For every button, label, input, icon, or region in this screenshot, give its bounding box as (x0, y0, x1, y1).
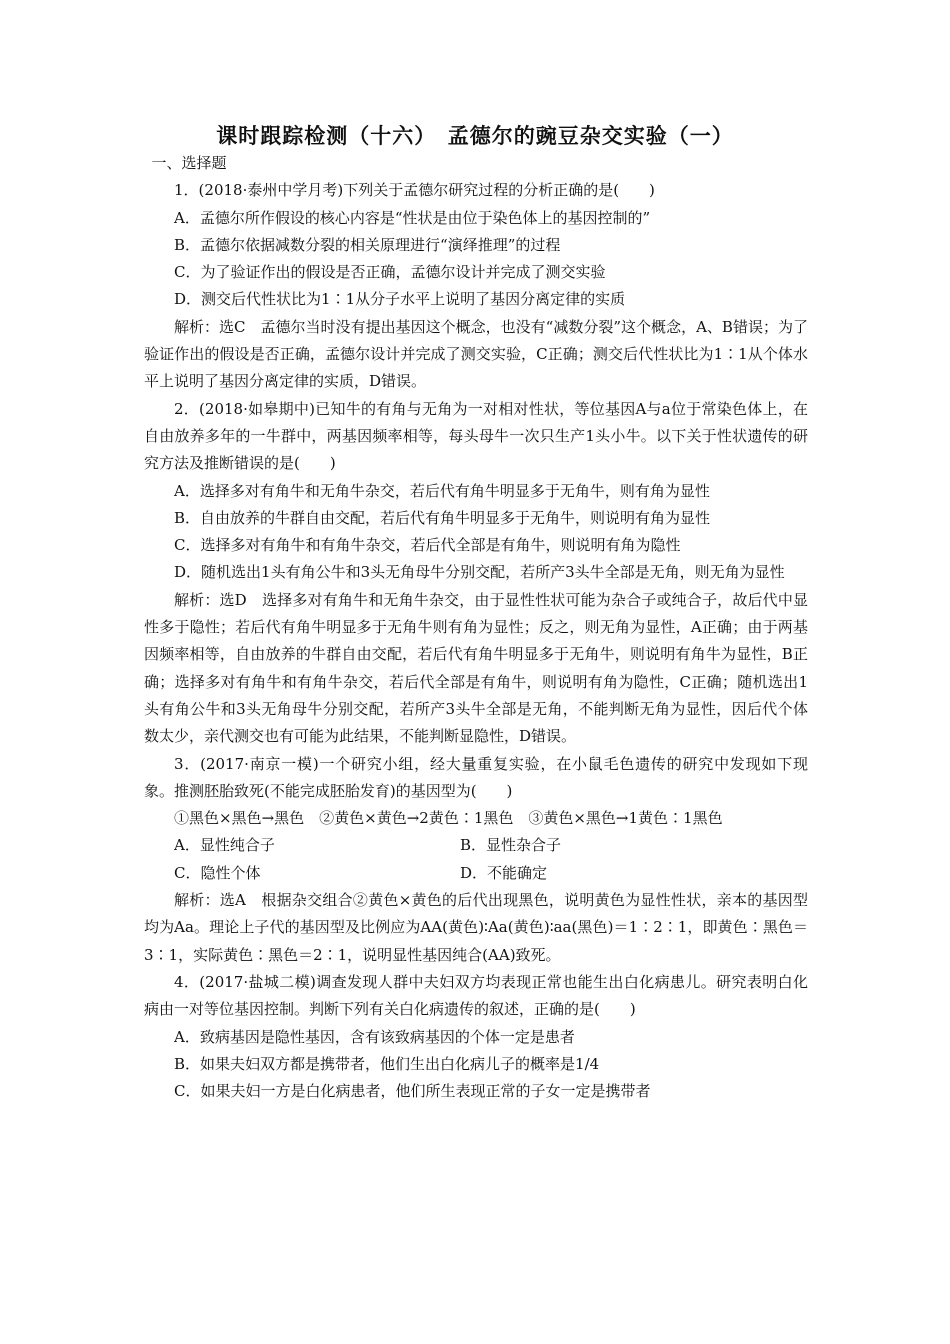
question-1-option-d: D．测交后代性状比为1∶1从分子水平上说明了基因分离定律的实质 (174, 290, 626, 309)
question-2-option-b: B．自由放养的牛群自由交配，若后代有角牛明显多于无角牛，则说明有角为显性 (174, 508, 711, 527)
question-4-stem: 4．(2017·盐城二模)调查发现人群中夫妇双方均表现正常也能生出白化病患儿。研究表明白化病由一对等位基因控制。判断下列有关白化病遗传的叙述，正确的是( ) (144, 972, 808, 1019)
section-heading: 一、选择题 (151, 154, 227, 172)
question-3-option-c: C．隐性个体 (174, 863, 261, 882)
question-3-analysis: 解析：选A 根据杂交组合②黄色×黄色的后代出现黑色，说明黄色为显性性状，亲本的基因型均为Aa。理论上子代的基因型及比例应为AA(黄色)∶Aa(黄色)∶aa(黑色)＝1∶2∶1，即黄色∶黑色＝3∶1，实际黄色∶黑色＝2∶1，说明显性基因纯合(AA)致死。 (144, 891, 808, 964)
question-2-option-c: C．选择多对有角牛和有角牛杂交，若后代全部是有角牛，则说明有角为隐性 (174, 536, 681, 555)
question-4-option-c: C．如果夫妇一方是白化病患者，他们所生表现正常的子女一定是携带者 (174, 1082, 651, 1101)
question-3-stem: 3．(2017·南京一模)一个研究小组，经大量重复实验，在小鼠毛色遗传的研究中发现如下现象。推测胚胎致死(不能完成胚胎发育)的基因型为( ) (144, 754, 808, 800)
question-1-analysis: 解析：选C 孟德尔当时没有提出基因这个概念，也没有“减数分裂”这个概念，A、B错误；为了验证作出的假设是否正确，孟德尔设计并完成了测交实验，C正确；测交后代性状比为1∶1从个体水平上说明了基因分离定律的实质，D错误。 (144, 317, 808, 391)
question-1-option-b: B．孟德尔依据减数分裂的相关原理进行“演绎推理”的过程 (174, 235, 561, 254)
question-3-option-a: A．显性纯合子 (174, 836, 275, 855)
question-3-crosses: ①黑色×黑色→黑色 ②黄色×黄色→2黄色∶1黑色 ③黄色×黑色→1黄色∶1黑色 (174, 809, 723, 828)
question-2-analysis: 解析：选D 选择多对有角牛和无角牛杂交，由于显性性状可能为杂合子或纯合子，故后代中显性多于隐性；若后代有角牛明显多于无角牛则有角为显性；反之，则无角为显性，A正确；由于两基因频率相等，自由放养的牛群自由交配，若后代有角牛明显多于无角牛，则说明有角牛为显性，B正确；选择多对有角牛和有角牛杂交，若后代全部是有角牛，则说明有角为隐性，C正确；随机选出1头有角公牛和3头无角母牛分别交配，若所产3头牛全部是无角，不能判断无角为显性，因后代个体数太少，亲代测交也有可能为此结果，不能判断显隐性，D错误。 (144, 590, 808, 746)
question-4-option-b: B．如果夫妇双方都是携带者，他们生出白化病儿子的概率是1/4 (174, 1054, 600, 1073)
question-3-options-row-2 (144, 860, 808, 887)
question-2-option-a: A．选择多对有角牛和无角牛杂交，若后代有角牛明显多于无角牛，则有角为显性 (174, 481, 710, 500)
question-3-option-b: B．显性杂合子 (460, 836, 562, 855)
page-title: 课时跟踪检测（十六） 孟德尔的豌豆杂交实验（一） (216, 124, 734, 148)
question-1-option-a: A．孟德尔所作假设的核心内容是“性状是由位于染色体上的基因控制的” (174, 208, 651, 227)
question-1-option-c: C．为了验证作出的假设是否正确，孟德尔设计并完成了测交实验 (174, 263, 606, 282)
document-body (144, 150, 808, 1105)
question-3-options-row-1 (144, 832, 808, 859)
question-4-option-a: A．致病基因是隐性基因，含有该致病基因的个体一定是患者 (174, 1027, 575, 1046)
question-2-stem: 2．(2018·如皋期中)已知牛的有角与无角为一对相对性状，等位基因A与a位于常染色体上，在自由放养多年的一牛群中，两基因频率相等，每头母牛一次只生产1头小牛。以下关于性状遗传的研究方法及推断错误的是( ) (144, 399, 808, 473)
question-2-option-d: D．随机选出1头有角公牛和3头无角母牛分别交配，若所产3头牛全部是无角，则无角为显性 (174, 563, 785, 582)
question-1-stem: 1．(2018·泰州中学月考)下列关于孟德尔研究过程的分析正确的是( ) (174, 181, 655, 200)
question-3-option-d: D．不能确定 (460, 863, 548, 882)
